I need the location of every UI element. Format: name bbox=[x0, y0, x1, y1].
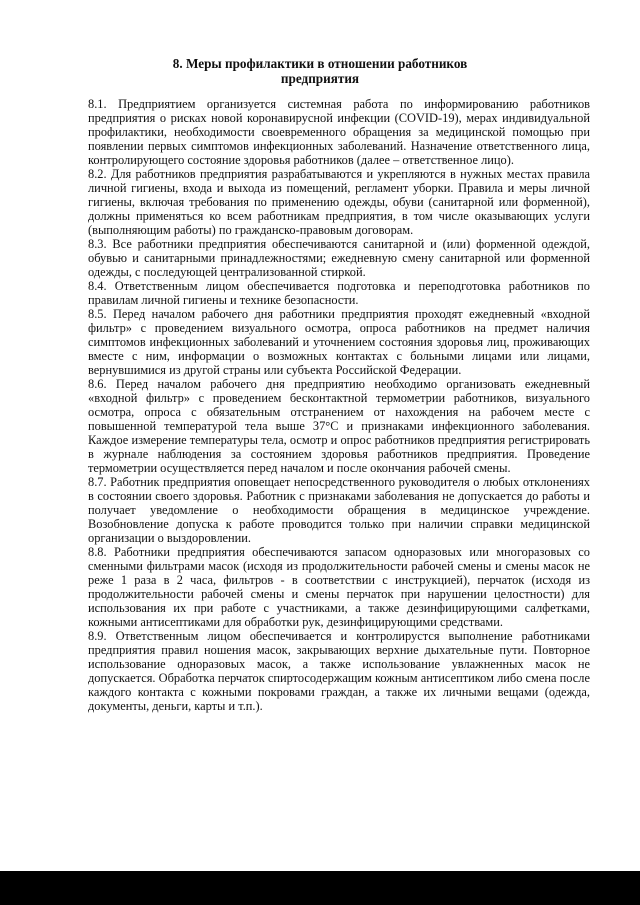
paragraph-8-1: 8.1. Предприятием организуется системная работа по информированию работников предприятия о рисках новой коронавирусной инфекции (COVID-19), мерах индивидуальной профилактики, необходимости своевременного обращения за медицинской помощью при появлении первых симптомов инфекционных заболеваний. Назначение ответственного лица, контролирующего состояние здоровья работников (далее – ответственное лицо). bbox=[88, 97, 590, 167]
scan-bottom-edge bbox=[0, 871, 640, 905]
paragraph-8-4: 8.4. Ответственным лицом обеспечивается подготовка и переподготовка работников по правилам личной гигиены и технике безопасности. bbox=[88, 279, 590, 307]
section-body bbox=[88, 97, 590, 713]
paragraph-8-7: 8.7. Работник предприятия оповещает непосредственного руководителя о любых отклонениях в состоянии своего здоровья. Работник с признаками заболевания не допускается до работы и получает уведомление о необходимости обращения в медицинское учреждение. Возобновление допуска к работе проводится только при наличии справки медицинской организации о выздоровлении. bbox=[88, 475, 590, 545]
section-title bbox=[0, 57, 640, 86]
section-title-line-2: предприятия bbox=[280, 70, 360, 86]
paragraph-8-6: 8.6. Перед началом рабочего дня предприятию необходимо организовать ежедневный «входной фильтр» с проведением бесконтактной термометрии работников, визуального осмотра, опроса с обязательным отстранением от нахождения на рабочем месте с повышенной температурой тела выше 37°С и признаками инфекционного заболевания. Каждое измерение температуры тела, осмотр и опрос работников предприятия регистрировать в журнале наблюдения за состоянием здоровья работников предприятия. Проведение термометрии осуществляется перед началом и после окончания рабочей смены. bbox=[88, 377, 590, 475]
paragraph-8-3: 8.3. Все работники предприятия обеспечиваются санитарной и (или) форменной одеждой, обувью и санитарными принадлежностями; ежедневную смену санитарной или форменной одежды, с последующей централизованной стиркой. bbox=[88, 237, 590, 279]
paragraph-8-8: 8.8. Работники предприятия обеспечиваются запасом одноразовых или многоразовых со сменными фильтрами масок (исходя из продолжительности рабочей смены и смены масок не реже 1 раза в 2 часа, фильтров - в соответствии с инструкцией), перчаток (исходя из продолжительности рабочей смены и смены перчаток при нарушении целостности) для использования их при работе с участниками, а также дезинфицирующими салфетками, кожными антисептиками для обработки рук, дезинфицирующими средствами. bbox=[88, 545, 590, 629]
paragraph-8-9: 8.9. Ответственным лицом обеспечивается и контролирустся выполнение работниками предприятия правил ношения масок, закрывающих верхние дыхательные пути. Повторное использование одноразовых масок, а также использование увлажненных масок не допускается. Обработка перчаток спиртосодержащим кожным антисептиком либо смена после каждого контакта с кожными покровами граждан, а также их личными вещами (одежда, документы, деньги, карты и т.п.). bbox=[88, 629, 590, 713]
section-title-line-1: 8. Меры профилактики в отношении работников bbox=[172, 56, 468, 71]
paragraph-8-5: 8.5. Перед началом рабочего дня работники предприятия проходят ежедневный «входной фильтр» с проведением визуального осмотра, опроса работников на предмет наличия симптомов инфекционных заболеваний и уточнением состояния здоровья лиц, проживающих вместе с ним, информации о возможных контактах с больными лицами или лицами, вернувшимися из другой страны или субъекта Российской Федерации. bbox=[88, 307, 590, 377]
paragraph-8-2: 8.2. Для работников предприятия разрабатываются и укрепляются в нужных местах правила личной гигиены, входа и выхода из помещений, регламент уборки. Правила и меры личной гигиены, включая требования по применению одежды, обуви (санитарной или форменной), должны применяться ко всем работникам предприятия, в том числе оказывающих услуги (выполняющим работы) по гражданско-правовым договорам. bbox=[88, 167, 590, 237]
